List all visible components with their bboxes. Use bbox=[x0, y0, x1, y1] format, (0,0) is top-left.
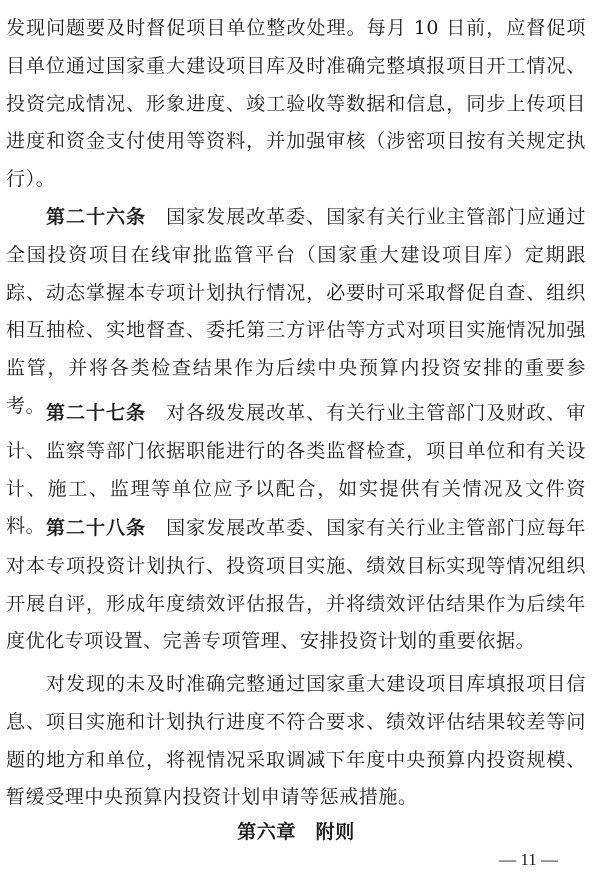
page-number: — 11 — bbox=[499, 850, 558, 869]
paragraph-continuation bbox=[6, 10, 586, 199]
paragraph-text: 发现问题要及时督促项目单位整改处理。每月 10 日前，应督促项目单位通过国家重大建设项目库及时准确完整填报项目开工情况、投资完成情况、形象进度、竣工验收等数据和信息，同步上传项目进度和资金支付使用等资料，并加强审核（涉密项目按有关规定执行）。 bbox=[6, 17, 586, 191]
article-number: 第二十八条 bbox=[46, 517, 147, 539]
paragraph-penalties bbox=[6, 666, 586, 817]
article-number: 第二十七条 bbox=[46, 402, 147, 424]
paragraph-text: 对各级发展改革、有关行业主管部门及财政、审计、监察等部门依据职能进行的各类监督检查，项目单位和有关设计、施工、监理等单位应予以配合，如实提供有关情况及文件资料。 bbox=[6, 402, 586, 538]
paragraph-text: 国家发展改革委、国家有关行业主管部门应每年对本专项投资计划执行、投资项目实施、绩效目标实现等情况组织开展自评，形成年度绩效评估报告，并将绩效评估结果作为后续年度优化专项设置、完善专项管理、安排投资计划的重要依据。 bbox=[6, 517, 586, 653]
paragraph-article-28 bbox=[6, 510, 586, 661]
chapter-title: 第六章 附则 bbox=[237, 821, 355, 843]
paragraph-article-26 bbox=[6, 199, 586, 426]
paragraph-text: 对发现的未及时准确完整通过国家重大建设项目库填报项目信息、项目实施和计划执行进度不符合要求、绩效评估结果较差等问题的地方和单位，将视情况采取调减下年度中央预算内投资规模、暂缓受理中央预算内投资计划申请等惩戒措施。 bbox=[6, 673, 586, 809]
article-number: 第二十六条 bbox=[46, 206, 147, 228]
paragraph-text: 国家发展改革委、国家有关行业主管部门应通过全国投资项目在线审批监管平台（国家重大建设项目库）定期跟踪、动态掌握本专项计划执行情况，必要时可采取督促自查、组织相互抽检、实地督查、委托第三方评估等方式对项目实施情况加强监管，并将各类检查结果作为后续中央预算内投资安排的重要参考。 bbox=[6, 206, 586, 417]
